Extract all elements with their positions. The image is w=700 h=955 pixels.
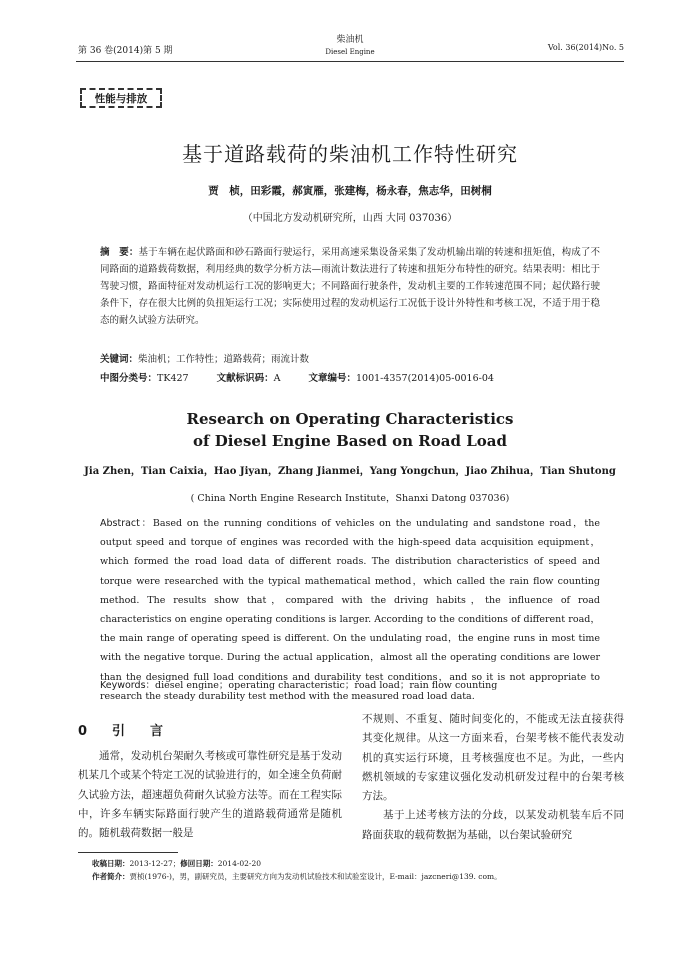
journal-name-en: Diesel Engine — [325, 48, 375, 56]
article-number-value: 1001-4357(2014)05-0016-04 — [356, 373, 494, 384]
received-date-label: 收稿日期： — [92, 859, 130, 868]
authors-en: Jia Zhen，Tian Caixia，Hao Jiyan，Zhang Jianmei，Yang Yongchun，Jiao Zhihua，Tian Shutong — [84, 466, 616, 477]
journal-name-cn: 柴油机 — [336, 35, 364, 45]
affiliation-en: ( China North Engine Research Institute，Shanxi Datong 037036) — [190, 493, 510, 504]
article-number-label: 文章编号： — [308, 373, 356, 384]
classification-line — [100, 370, 600, 387]
keywords-en-text: ：diesel engine；operating characteristic；road load；rain flow counting — [145, 680, 498, 691]
keywords-en-label: Keywords — [100, 680, 146, 691]
running-header-volume-en: Vol. 36(2014)No. 5 — [547, 43, 624, 52]
footnote-author-bio — [92, 871, 502, 882]
clc-value: TK427 — [157, 373, 189, 384]
body-column-left — [78, 710, 342, 843]
clc-label: 中图分类号： — [100, 373, 158, 384]
document-code-label: 文献标识码： — [216, 373, 274, 384]
authors-cn: 贾 桢，田彩霞，郝寅雁，张建梅，杨永春，焦志华，田树桐 — [208, 185, 492, 197]
document-code — [217, 370, 281, 387]
footnote-rule — [78, 852, 178, 853]
revised-date-value: 2014-02-20 — [217, 859, 261, 868]
running-header-volume: 第 36 卷(2014)第 5 期 — [78, 46, 173, 56]
author-bio-value: 贾桢(1976-)，男，副研究员，主要研究方向为发动机试验技术和试验室设计，E-mail：jazcneri@139. com。 — [129, 872, 502, 881]
keywords-cn-text: 柴油机；工作特性；道路载荷；雨流计数 — [138, 354, 310, 365]
abstract-cn-label: 摘 要： — [100, 247, 139, 258]
clc-number — [100, 370, 189, 387]
body-column-right — [362, 710, 624, 845]
abstract-cn — [100, 244, 600, 329]
keywords-cn-label: 关键词： — [100, 354, 139, 365]
section-tag: 性能与排放 — [80, 88, 162, 108]
author-bio-label: 作者简介： — [92, 872, 130, 881]
article-number — [308, 370, 493, 387]
body-paragraph-1: 通常，发动机台架耐久考核或可靠性研究是基于发动机某几个或某个特定工况的试验进行的，如全速全负荷耐久试验方法，超速超负荷耐久试验方法等。而在工程实际中，许多车辆实际路面行驶产生的道路载荷通常是随机的。随机载荷数据一般是 — [78, 750, 342, 840]
abstract-en-text: ：Based on the running conditions of vehicles on the undulating and sandstone road，the output speed and torque of engines was recorded with the high-speed data acquisition equipment，which formed the road load data of different roads. The distribution characteristics of speed and torque were researched with the typical mathematical method，which called the rain flow counting method. The results show that，compared with the driving habits，the influence of road characteristics on engine operating conditions is larger. According to the conditions of different road，the main range of operating speed is different. On the undulating road，the engine runs in most time with the negative torque. During the actual application，almost all the operating conditions are lower than the designed full load conditions and durability test conditions，and so it is not appropriate to research the steady durability test method with the measured road load data. — [100, 518, 600, 702]
abstract-en-label: Abstract — [100, 518, 140, 529]
paper-title-en-line2: of Diesel Engine Based on Road Load — [193, 432, 507, 450]
body-paragraph-2: 基于上述考核方法的分歧，以某发动机装车后不同路面获取的载荷数据为基础，以台架试验研究 — [362, 809, 624, 841]
revised-date-label: 修回日期： — [180, 859, 218, 868]
running-header-journal — [250, 34, 450, 58]
keywords-en — [100, 677, 600, 694]
affiliation-cn: （中国北方发动机研究所，山西 大同 037036） — [242, 213, 458, 224]
section-heading-introduction: 0 引 言 — [78, 724, 170, 739]
footnote-dates — [92, 858, 261, 869]
header-rule — [76, 61, 624, 62]
keywords-cn — [100, 351, 600, 368]
paper-title-en-line1: Research on Operating Characteristics — [186, 410, 514, 428]
paper-title-cn: 基于道路载荷的柴油机工作特性研究 — [182, 142, 518, 166]
body-paragraph-1-continued: 不规则、不重复、随时间变化的，不能或无法直接获得其变化规律。从这一方面来看，台架考核不能代表发动机的真实运行环境，且考核强度也不足。为此，一些内燃机领域的专家建议强化发动机研发过程中的台架考核方法。 — [362, 713, 624, 803]
document-code-value: A — [273, 373, 281, 384]
paper-title-en — [0, 408, 700, 452]
received-date-value: 2013-12-27； — [129, 859, 181, 868]
abstract-cn-text: 基于车辆在起伏路面和砂石路面行驶运行，采用高速采集设备采集了发动机输出端的转速和扭矩值，构成了不同路面的道路载荷数据，利用经典的数学分析方法—雨流计数法进行了转速和扭矩分布特性的研究。结果表明：相比于驾驶习惯，路面特征对发动机运行工况的影响更大；不同路面行驶条件，发动机主要的工作转速范围不同；起伏路行驶条件下，存在很大比例的负扭矩运行工况；实际使用过程的发动机运行工况低于设计外特性和考核工况，不适于用于稳态的耐久试验方法研究。 — [100, 247, 600, 326]
